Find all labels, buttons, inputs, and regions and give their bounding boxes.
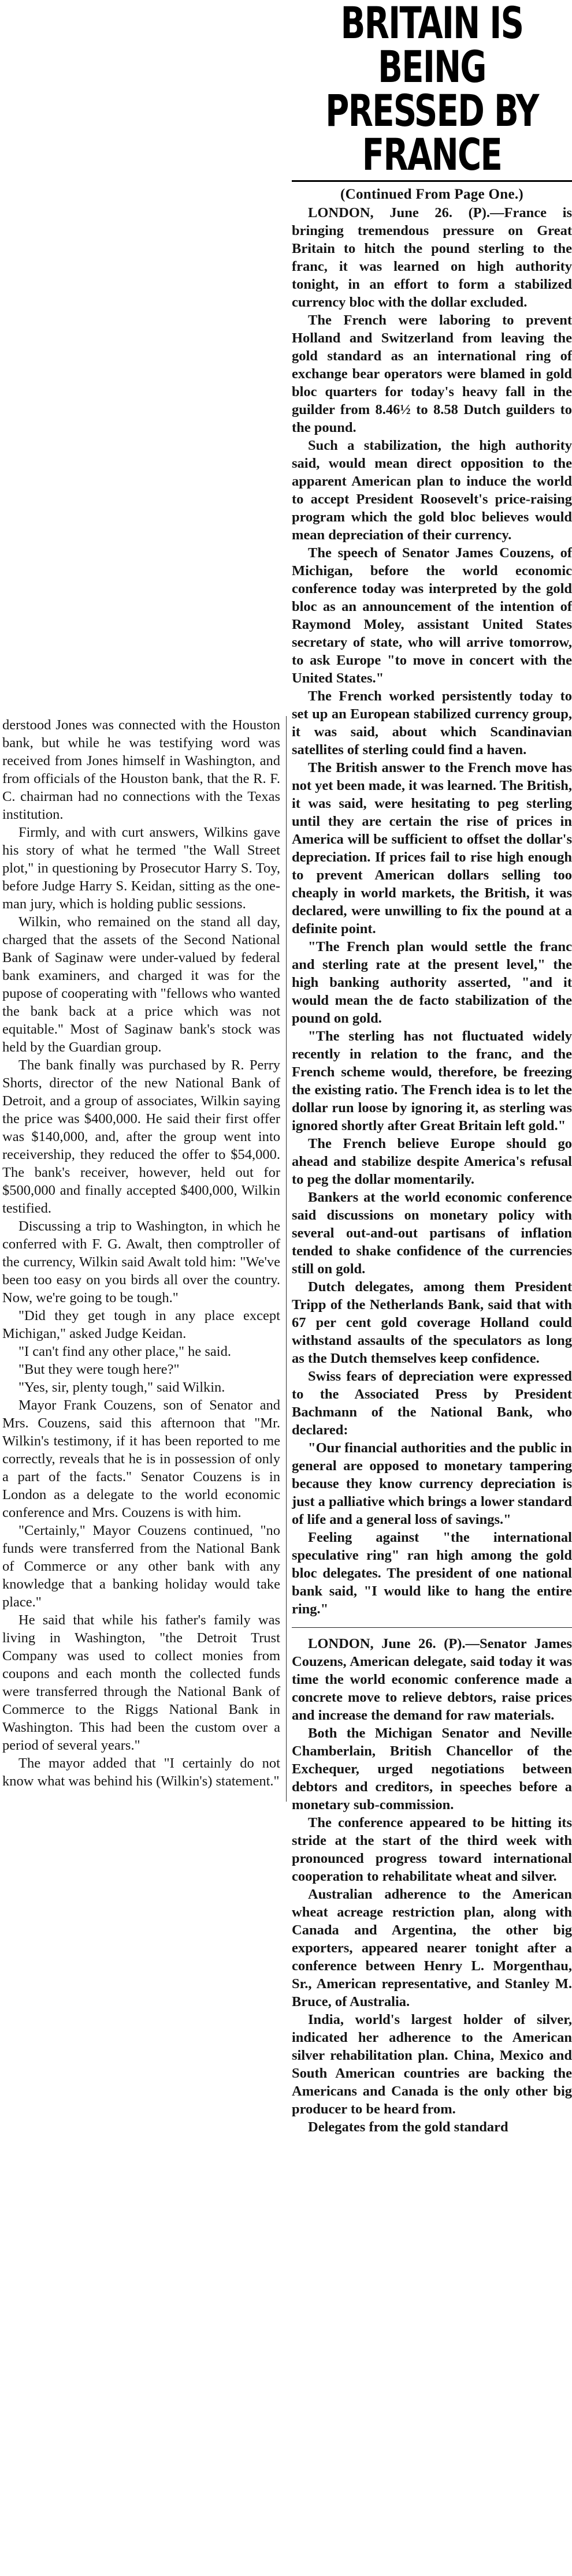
headline-line-2: PRESSED BY FRANCE xyxy=(325,85,538,180)
paragraph: LONDON, June 26. (P).—France is bringing tremendous pressure on Great Britain to hitch the pound sterling to the franc, it was learned on high authority tonight, in an effort to form a stabilized currency bloc with the dollar excluded. xyxy=(292,205,572,310)
paragraph: Bankers at the world economic conference said discussions on monetary policy with several out-and-out partisans of inflation tended to shake confidence of the currencies still on gold. xyxy=(292,1190,572,1277)
headline xyxy=(317,0,547,180)
paragraph: Australian adherence to the American wheat acreage restriction plan, along with Canada and Argentina, the other big exporters, appeared nearer tonight after a conference between Henry L. Morgenthau, Sr., American representative, and Stanley M. Bruce, of Australia. xyxy=(292,1887,572,2010)
story-right-top xyxy=(292,204,572,1618)
main-story-column xyxy=(292,0,572,2576)
headline-line-1: BRITAIN IS BEING xyxy=(340,0,523,92)
paragraph: "Did they get tough in any place except Michigan," asked Judge Keidan. xyxy=(2,1308,280,1341)
paragraph: The conference appeared to be hitting its stride at the start of the third week with pronounced progress toward international cooperation to rehabilitate wheat and silver. xyxy=(292,1815,572,1884)
paragraph: Feeling against "the international speculative ring" ran high among the gold bloc delegates. The president of one national bank said, "I would like to hang the entire ring." xyxy=(292,1530,572,1617)
story-left xyxy=(0,716,286,1790)
paragraph: Such a stabilization, the high authority said, would mean direct opposition to the apparent American plan to induce the world to accept President Roosevelt's price-raising program which the gold bloc believes would mean depreciation of their currency. xyxy=(292,438,572,543)
paragraph: India, world's largest holder of silver, indicated her adherence to the American silver rehabilitation plan. China, Mexico and South American countries are backing the Americans and Canada is the only other big producer to be heard from. xyxy=(292,2012,572,2117)
paragraph: derstood Jones was connected with the Houston bank, but while he was testifying word was received from Jones himself in Washington, and from officials of the Houston bank, that the R. F. C. chairman had no connections with the Texas institution. xyxy=(2,717,280,822)
paragraph: "Our financial authorities and the public in general are opposed to monetary tampering because they know currency depreciation is just a palliative which brings a lower standard of life and a general loss of savings." xyxy=(292,1440,572,1527)
paragraph: LONDON, June 26. (P).—Senator James Couzens, American delegate, said today it was time the world economic conference made a concrete move to relieve debtors, raise prices and increase the demand for raw materials. xyxy=(292,1636,572,1723)
paragraph: "The sterling has not fluctuated widely recently in relation to the franc, and the French scheme would, therefore, be freezing the existing ratio. The French idea is to let the dollar run loose by ignoring it, as sterling was ignored shortly after Great Britain left gold." xyxy=(292,1028,572,1134)
story-divider xyxy=(292,1627,572,1628)
headline-rule xyxy=(292,180,572,182)
paragraph: The British answer to the French move has not yet been made, it was learned. The British, it was said, were hesitating to peg sterling until they are certain the rise of prices in America will be sufficient to offset the dollar's depreciation. If prices fail to rise high enough to prevent American dollars selling too cheaply in world markets, the British, it was declared, were unwilling to fix the pound at a definite point. xyxy=(292,760,572,937)
paragraph: The French were laboring to prevent Holland and Switzerland from leaving the gold standard as an international ring of exchange bear operators were blamed in gold bloc quarters for today's heavy fall in the guilder from 8.46½ to 8.58 Dutch guilders to the pound. xyxy=(292,312,572,435)
paragraph: Delegates from the gold standard xyxy=(308,2119,508,2135)
paragraph: The speech of Senator James Couzens, of Michigan, before the world economic conference today was interpreted by the gold bloc as an announcement of the intention of Raymond Moley, assistant United States secretary of state, who will arrive tomorrow, to ask Europe "to move in concert with the United States." xyxy=(292,545,572,686)
paragraph: Mayor Frank Couzens, son of Senator and Mrs. Couzens, said this afternoon that "Mr. Wilkin's testimony, if it has been reported to me correctly, reveals that he is in possession of only a part of the facts." Senator Couzens is in London as a delegate to the world economic conference and Mrs. Couzens is with him. xyxy=(2,1397,280,1520)
story-right-bottom xyxy=(292,1635,572,2136)
paragraph: Wilkin, who remained on the stand all day, charged that the assets of the Second National Bank of Saginaw were under-valued by federal bank examiners, and charged it was for the pupose of cooperating with "fellows who wanted the bank back at a price which was not equitable." Most of Saginaw bank's stock was held by the Guardian group. xyxy=(2,914,280,1055)
paragraph: He said that while his father's family was living in Washington, "the Detroit Trust Company was used to collect monies from coupons and each month the collected funds were transferred through the National Bank of Commerce to the Riggs National Bank in Washington. This had been the custom over a period of several years." xyxy=(2,1612,280,1753)
continued-label: (Continued From Page One.) xyxy=(340,187,524,202)
paragraph: "But they were tough here?" xyxy=(18,1362,180,1377)
paragraph: The French worked persistently today to set up an European stabilized currency group, it was said, about which Scandinavian satellites of sterling could find a haven. xyxy=(292,688,572,758)
continuation-column xyxy=(0,716,287,1802)
paragraph: Firmly, and with curt answers, Wilkins gave his story of what he termed "the Wall Street plot," in questioning by Prosecutor Harry S. Toy, before Judge Harry S. Keidan, sitting as the one-man jury, which is holding public sessions. xyxy=(2,825,280,912)
paragraph: "I can't find any other place," he said. xyxy=(18,1344,231,1359)
paragraph: The mayor added that "I certainly do not know what was behind his (Wilkin's) statement." xyxy=(2,1755,280,1789)
paragraph: Swiss fears of depreciation were expressed to the Associated Press by President Bachmann of the National Bank, who declared: xyxy=(292,1369,572,1438)
paragraph: "Certainly," Mayor Couzens continued, "no funds were transferred from the National Bank of Commerce or any other bank with any knowledge that a banking holiday would take place." xyxy=(2,1523,280,1610)
paragraph: "The French plan would settle the franc and sterling rate at the present level," the high banking authority asserted, "and it would mean the de facto stabilization of the pound on gold. xyxy=(292,939,572,1026)
paragraph: The bank finally was purchased by R. Perry Shorts, director of the new National Bank of Detroit, and a group of associates, Wilkin saying the price was $400,000. He said their first offer was $140,000, and, after the group went into receivership, they reduced the offer to $54,000. The bank's receiver, however, held out for $500,000 and finally accepted $400,000, Wilkin testified. xyxy=(2,1057,280,1216)
paragraph: Discussing a trip to Washington, in which he conferred with F. G. Awalt, then comptroller of the currency, Wilkin said Awalt told him: "We've been too easy on you birds all over the country. Now, we're going to be tough." xyxy=(2,1218,280,1306)
paragraph: Both the Michigan Senator and Neville Chamberlain, British Chancellor of the Exchequer, urged negotiations between debtors and creditors, in speeches before a monetary sub-commission. xyxy=(292,1725,572,1813)
paragraph: The French believe Europe should go ahead and stabilize despite America's refusal to peg the dollar momentarily. xyxy=(292,1136,572,1187)
paragraph: "Yes, sir, plenty tough," said Wilkin. xyxy=(18,1380,225,1395)
paragraph: Dutch delegates, among them President Tripp of the Netherlands Bank, said that with 67 per cent gold coverage Holland could withstand assaults of the speculators as long as the Dutch themselves keep confidence. xyxy=(292,1279,572,1366)
